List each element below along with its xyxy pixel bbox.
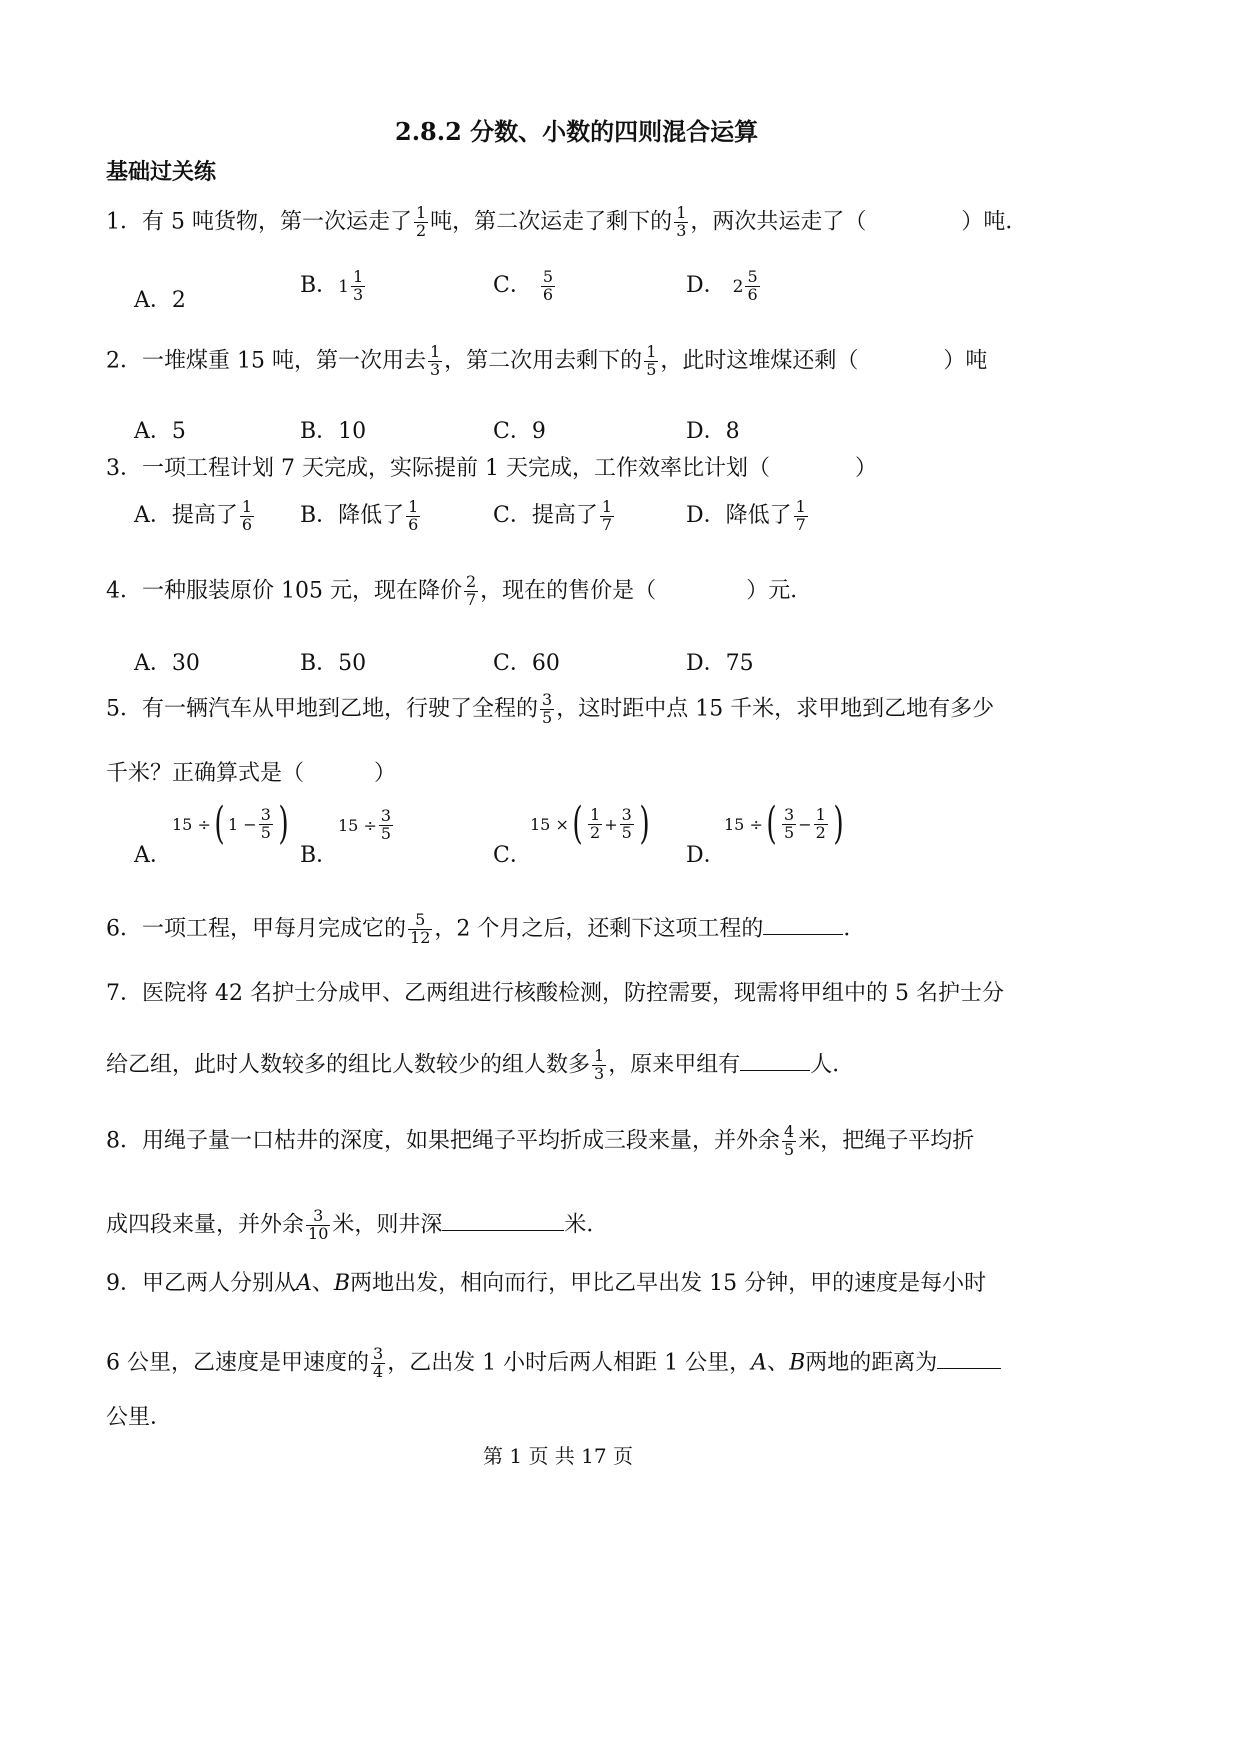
fraction: $\frac{1}{5}$ <box>646 342 657 379</box>
fraction: $\frac{1}{2}$ <box>415 203 427 240</box>
option-b[interactable]: B．1 $\frac{1}{3}$ <box>300 266 364 304</box>
option-a[interactable]: A．2 <box>134 288 186 313</box>
question-5-cont: 千米？正确算式是（ ） <box>106 761 397 786</box>
answer-blank[interactable] <box>763 933 843 935</box>
formula-c: 15 ×( $\frac{1}{2}$ + $\frac{3}{5}$ ) <box>530 798 650 849</box>
fraction: $\frac{3}{4}$ <box>373 1344 384 1381</box>
option-c[interactable]: C．提高了 $\frac{1}{7}$ <box>493 496 613 534</box>
answer-blank[interactable] <box>442 1229 564 1231</box>
fraction: $\frac{3}{10}$ <box>308 1206 329 1243</box>
option-d[interactable]: D．75 <box>686 651 754 676</box>
answer-blank[interactable] <box>937 1367 1001 1369</box>
option-b[interactable]: B．50 <box>300 651 367 676</box>
answer-blank[interactable] <box>740 1069 810 1071</box>
formula-a: 15 ÷( 1 − $\frac{3}{5}$ ) <box>172 798 289 849</box>
question-8: 8．用绳子量一口枯井的深度，如果把绳子平均折成三段来量，并外余 $\frac{4}{5}$ 米，把绳子平均折 <box>106 1122 975 1159</box>
question-8-cont: 成四段来量，并外余 $\frac{3}{10}$ 米，则井深 米． <box>106 1206 609 1243</box>
option-c[interactable]: C． $\frac{5}{6}$ <box>493 266 554 304</box>
option-d[interactable]: D．降低了 $\frac{1}{7}$ <box>686 496 806 534</box>
question-9-end: 公里． <box>106 1405 173 1430</box>
option-a[interactable]: A．提高了 $\frac{1}{6}$ <box>134 496 253 534</box>
question-9: 9．甲乙两人分别从A、B两地出发，相向而行，甲比乙早出发 15 分钟，甲的速度是每小时 <box>106 1271 987 1296</box>
option-c[interactable]: C．60 <box>493 651 560 676</box>
fraction: $\frac{1}{3}$ <box>594 1046 605 1083</box>
fraction: $\frac{1}{3}$ <box>676 203 687 240</box>
question-9-cont: 6 公里，乙速度是甲速度的 $\frac{3}{4}$ ，乙出发 1 小时后两人相距 1 公里，A、B两地的距离为 <box>106 1346 1001 1381</box>
page-footer: 第 1 页 共 17 页 <box>483 1444 633 1468</box>
question-text: 吨，第二次运走了剩下的 <box>430 209 673 235</box>
question-3: 3．一项工程计划 7 天完成，实际提前 1 天完成，工作效率比计划（ ） <box>106 456 877 481</box>
option-a[interactable]: A．5 <box>134 419 186 444</box>
question-text: 有 5 吨货物，第一次运走了 <box>142 209 412 235</box>
fraction: $\frac{1}{3}$ <box>429 342 441 379</box>
question-7-cont: 给乙组，此时人数较多的组比人数较少的组人数多 $\frac{1}{3}$ ，原来甲组有 人． <box>106 1046 855 1083</box>
question-7: 7．医院将 42 名护士分成甲、乙两组进行核酸检测，防控需要，现需将甲组中的 5 名护士分 <box>106 981 1004 1006</box>
fraction: $\frac{3}{5}$ <box>542 690 553 727</box>
option-d[interactable]: D． <box>686 843 726 868</box>
question-1 <box>106 205 1027 240</box>
option-a[interactable]: A．30 <box>134 651 200 676</box>
question-6: 6．一项工程，甲每月完成它的 $\frac{5}{12}$ ，2 个月之后，还剩下这项工程的 ． <box>106 910 866 947</box>
option-c[interactable]: C． <box>493 843 532 868</box>
option-d[interactable]: D．8 <box>686 419 740 444</box>
page-title: 2.8.2 分数、小数的四则混合运算 <box>395 117 759 146</box>
option-c[interactable]: C．9 <box>493 419 546 444</box>
question-2: 2．一堆煤重 15 吨，第一次用去 $\frac{1}{3}$ ，第二次用去剩下的 $\frac{1}{5}$ ，此时这堆煤还剩（ ）吨 <box>106 342 988 379</box>
formula-d: 15 ÷( $\frac{3}{5}$ − $\frac{1}{2}$ ) <box>724 798 844 849</box>
question-number: 1． <box>106 209 142 235</box>
fraction: $\frac{4}{5}$ <box>784 1122 795 1159</box>
option-b[interactable]: B． <box>300 843 339 868</box>
section-heading: 基础过关练 <box>106 159 217 185</box>
option-b[interactable]: B．降低了 $\frac{1}{6}$ <box>300 496 419 534</box>
fraction: $\frac{2}{7}$ <box>465 572 477 609</box>
question-5: 5．有一辆汽车从甲地到乙地，行驶了全程的 $\frac{3}{5}$ ，这时距中点 15 千米，求甲地到乙地有多少 <box>106 690 995 727</box>
question-text: ，两次共运走了（ <box>690 209 867 235</box>
question-text: ）吨． <box>961 209 1028 235</box>
formula-b: 15 ÷ $\frac{3}{5}$ <box>338 806 392 843</box>
option-a[interactable]: A． <box>134 843 172 868</box>
option-b[interactable]: B．10 <box>300 419 367 444</box>
fraction: $\frac{5}{12}$ <box>410 910 431 947</box>
question-4: 4．一种服装原价 105 元，现在降价 $\frac{2}{7}$ ，现在的售价是（ ）元． <box>106 572 813 609</box>
option-d[interactable]: D． 2 $\frac{5}{6}$ <box>686 266 758 304</box>
